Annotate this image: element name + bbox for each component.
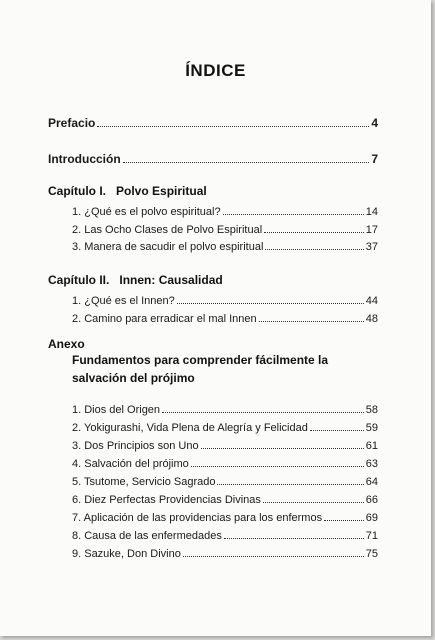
entry-label: 5. Tsutome, Servicio Sagrado — [72, 476, 216, 488]
toc-entry[interactable] — [72, 472, 378, 488]
page-number: 7 — [371, 152, 378, 166]
dot-leader — [224, 538, 364, 539]
toc-entry[interactable] — [72, 291, 378, 307]
dot-leader — [183, 556, 364, 557]
entry-label: 3. Manera de sacudir el polvo espiritual — [72, 241, 264, 253]
entry-label: 2. Yokigurashi, Vida Plena de Alegría y Felicidad — [72, 422, 308, 434]
toc-entry[interactable] — [72, 309, 378, 325]
page-number: 66 — [365, 494, 378, 506]
page-number: 17 — [365, 224, 378, 236]
dot-leader — [263, 502, 364, 503]
toc-entry[interactable] — [72, 400, 378, 416]
page-number: 64 — [365, 476, 378, 488]
chapter-title: Polvo Espiritual — [116, 184, 207, 198]
dot-leader — [191, 466, 364, 467]
annex-title-line-1: Fundamentos para comprender fácilmente la — [72, 353, 329, 367]
page-number: 37 — [365, 241, 378, 253]
chapter-2-heading — [48, 273, 223, 287]
toc-entry[interactable] — [72, 436, 378, 452]
dot-leader — [310, 430, 364, 431]
toc-entry-prefacio[interactable] — [48, 114, 378, 130]
entry-label: 4. Salvación del prójimo — [72, 458, 189, 470]
dot-leader — [223, 214, 364, 215]
toc-entry[interactable] — [72, 508, 378, 524]
page-number: 69 — [365, 512, 378, 524]
entry-label: Introducción — [48, 152, 121, 166]
entry-label: 3. Dos Principios son Uno — [72, 440, 199, 452]
dot-leader — [324, 520, 364, 521]
page-number: 71 — [365, 530, 378, 542]
entry-label: 1. ¿Qué es el Innen? — [72, 295, 175, 307]
dot-leader — [97, 126, 369, 127]
dot-leader — [265, 249, 363, 250]
dot-leader — [123, 162, 370, 163]
toc-entry-introduccion[interactable] — [48, 150, 378, 166]
page-number: 58 — [365, 404, 378, 416]
entry-label: 6. Diez Perfectas Providencias Divinas — [72, 494, 261, 506]
dot-leader — [259, 321, 364, 322]
page-number: 48 — [365, 313, 378, 325]
page-number: 75 — [365, 548, 378, 560]
toc-entry[interactable] — [72, 202, 378, 218]
page-number: 14 — [365, 206, 378, 218]
chapter-1-heading — [48, 184, 207, 198]
entry-label: 9. Sazuke, Don Divino — [72, 548, 181, 560]
annex-heading: Anexo — [48, 337, 85, 351]
entry-label: 2. Camino para erradicar el mal Innen — [72, 313, 257, 325]
page-number: 44 — [365, 295, 378, 307]
toc-entry[interactable] — [72, 490, 378, 506]
toc-entry[interactable] — [72, 544, 378, 560]
page-number: 4 — [371, 116, 378, 130]
entry-label: 2. Las Ocho Clases de Polvo Espiritual — [72, 224, 263, 236]
page-title: ÍNDICE — [185, 61, 246, 80]
entry-label: 1. Dios del Origen — [72, 404, 161, 416]
toc-entry[interactable] — [72, 220, 378, 236]
entry-label: Prefacio — [48, 116, 96, 130]
annex-title-line-2: salvación del prójimo — [72, 371, 195, 385]
dot-leader — [177, 303, 364, 304]
entry-label: 1. ¿Qué es el polvo espiritual? — [72, 206, 221, 218]
chapter-title: Innen: Causalidad — [119, 273, 223, 287]
toc-entry[interactable] — [72, 454, 378, 470]
page-number: 63 — [365, 458, 378, 470]
dot-leader — [217, 484, 363, 485]
chapter-number: Capítulo II. — [48, 273, 110, 287]
toc-entry[interactable] — [72, 418, 378, 434]
dot-leader — [162, 412, 364, 413]
entry-label: 7. Aplicación de las providencias para los enfermos — [72, 512, 323, 524]
chapter-number: Capítulo I. — [48, 184, 106, 198]
dot-leader — [264, 232, 364, 233]
toc-entry[interactable] — [72, 237, 378, 253]
toc-entry[interactable] — [72, 526, 378, 542]
entry-label: 8. Causa de las enfermedades — [72, 530, 222, 542]
dot-leader — [201, 448, 364, 449]
page-number: 59 — [365, 422, 378, 434]
page-number: 61 — [365, 440, 378, 452]
